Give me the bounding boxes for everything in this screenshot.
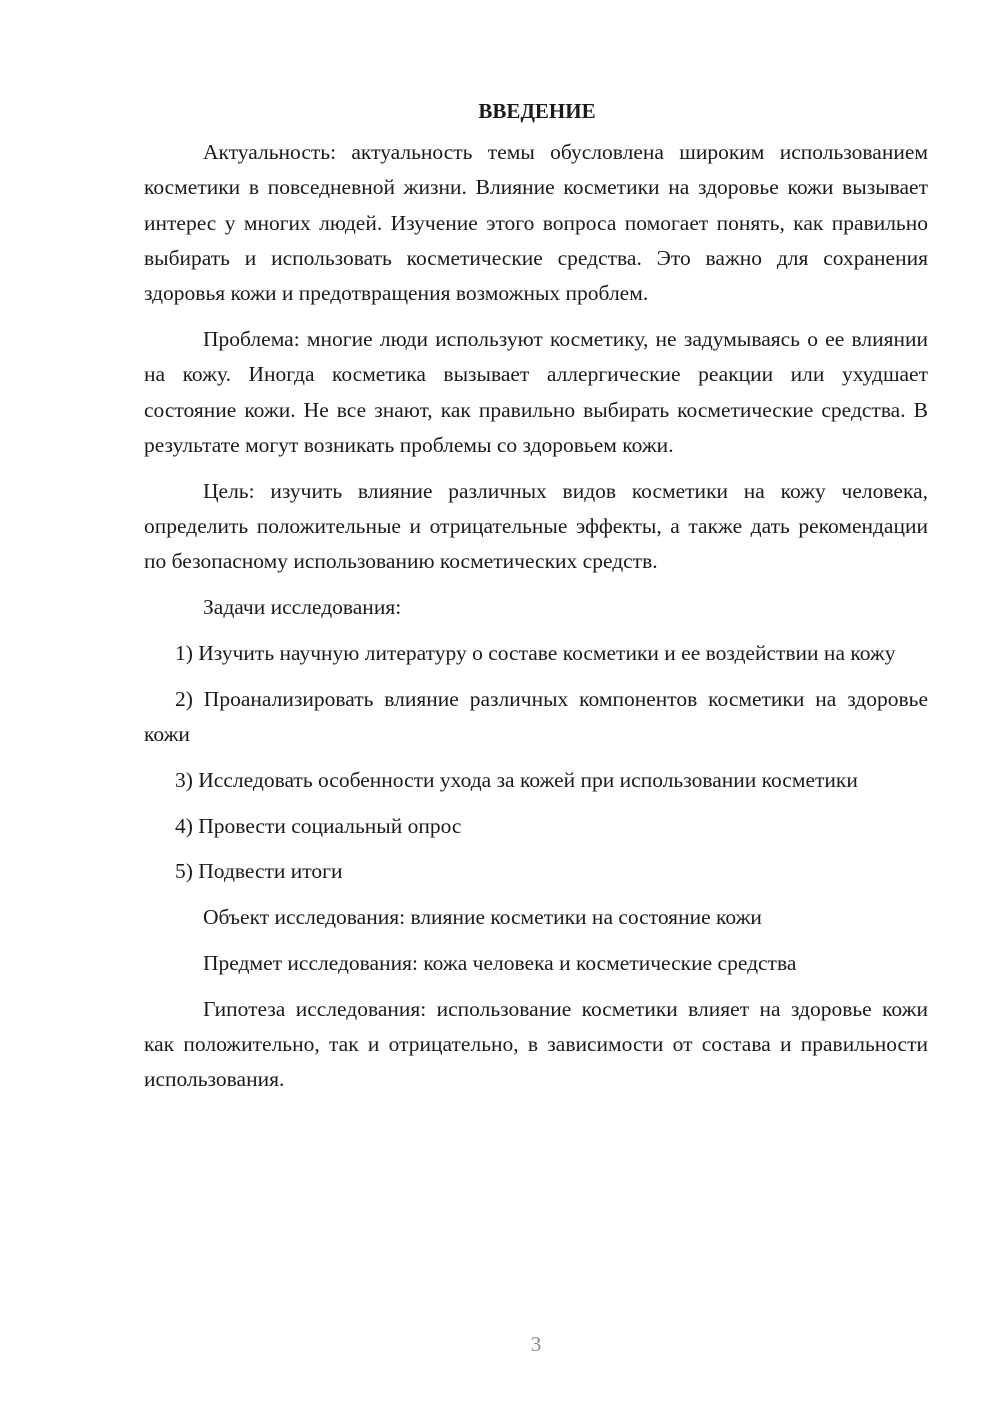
- paragraph-subject: Предмет исследования: кожа человека и косметические средства: [203, 950, 797, 975]
- page-number: 3: [530, 1332, 542, 1356]
- task-item-5: 5) Подвести итоги: [175, 859, 343, 884]
- paragraph-goal: Цель: изучить влияние различных видов косметики на кожу человека, определить положительные и отрицательные эффекты, а также дать рекомендации по безопасному использованию косметических средств.: [144, 478, 928, 574]
- paragraph-hypothesis: Гипотеза исследования: использование косметики влияет на здоровье кожи как положительно, так и отрицательно, в зависимости от состава и правильности использования.: [144, 996, 928, 1092]
- paragraph-problem: Проблема: многие люди используют косметику, не задумываясь о ее влиянии на кожу. Иногда косметика вызывает аллергические реакции или ухудшает состояние кожи. Не все знают, как правильно выбирать косметические средства. В результате могут возникать проблемы со здоровьем кожи.: [144, 326, 928, 457]
- paragraph-relevance: Актуальность: актуальность темы обусловлена широким использованием косметики в повседневной жизни. Влияние косметики на здоровье кожи вызывает интерес у многих людей. Изучение этого вопроса помогает понять, как правильно выбирать и использовать косметические средства. Это важно для сохранения здоровья кожи и предотвращения возможных проблем.: [144, 140, 928, 306]
- task-item-1: 1) Изучить научную литературу о составе косметики и ее воздействии на кожу: [175, 640, 896, 665]
- task-item-2: 2) Проанализировать влияние различных компонентов косметики на здоровье кожи: [144, 686, 928, 746]
- task-item-4: 4) Провести социальный опрос: [175, 813, 462, 838]
- paragraph-object: Объект исследования: влияние косметики на состояние кожи: [203, 905, 762, 930]
- tasks-heading: Задачи исследования:: [203, 595, 402, 620]
- page-content: [144, 94, 928, 1098]
- section-title: ВВЕДЕНИЕ: [478, 99, 596, 123]
- task-item-3: 3) Исследовать особенности ухода за кожей при использовании косметики: [175, 767, 858, 792]
